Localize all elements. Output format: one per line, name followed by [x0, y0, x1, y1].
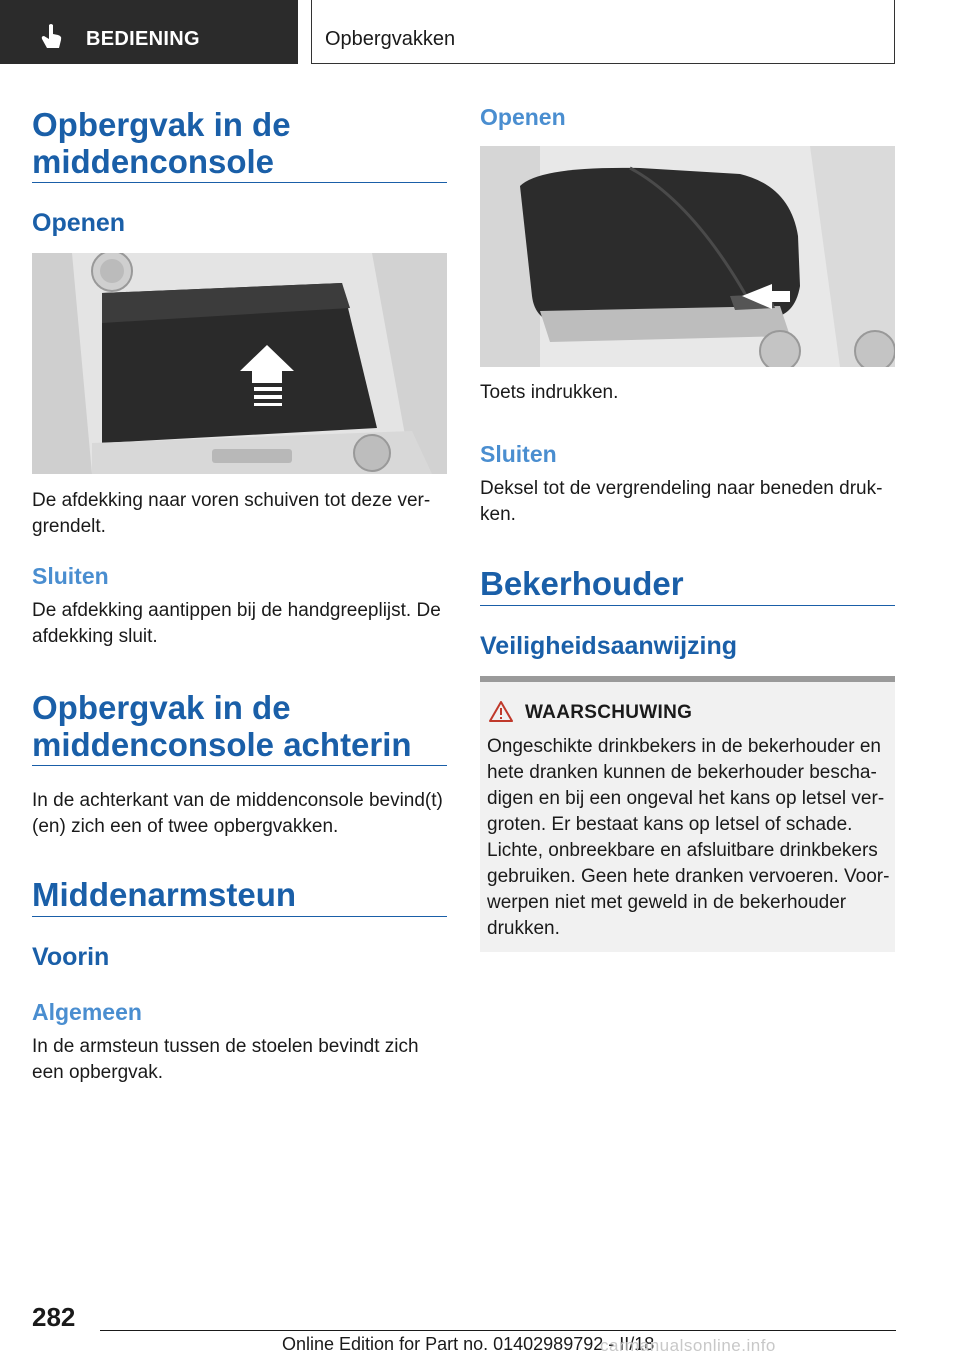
- text-achterin: In de achterkant van de middenconsole bevind(t) (en) zich een of twee opbergvakken.: [32, 790, 443, 837]
- heading-openen-right: Openen: [480, 104, 566, 130]
- heading-opbergvak-achterin: Opbergvak in de middenconsole achterin: [32, 689, 412, 763]
- image-console-cover: [32, 253, 447, 474]
- text-algemeen: In de armsteun tussen de stoelen bevindt zich een opbergvak.: [32, 1036, 419, 1083]
- text-openen-left: De afdekking naar voren schuiven tot deze ver‐ grendelt.: [32, 490, 431, 537]
- warning-text: Ongeschikte drinkbekers in de bekerhouder en hete dranken kunnen de bekerhouder bescha‐ digen en bij een ongeval het kans op letsel ver‐ groten. Er bestaat kans op letsel of schade. Lichte, onbreekbare en afsluitbare drinkbekers gebruiken. Geen hete dranken vervoeren. Voor‐ werpen niet met geweld in de bekerhouder drukken.: [487, 736, 890, 939]
- text-sluiten-right: Deksel tot de vergrendeling naar beneden druk‐ ken.: [480, 478, 883, 525]
- header-topic-label: Opbergvakken: [325, 28, 456, 50]
- heading-middenarmsteun: Middenarmsteun: [32, 876, 297, 913]
- heading-algemeen: Algemeen: [32, 999, 142, 1025]
- heading-opbergvak-middenconsole: Opbergvak in de middenconsole: [32, 106, 291, 180]
- heading-rule: [32, 916, 447, 917]
- watermark: carmanualsonline.info: [600, 1336, 776, 1355]
- image-armrest: [480, 146, 895, 367]
- heading-voorin: Voorin: [32, 943, 110, 971]
- footer-edition: Online Edition for Part no. 01402989792 - II/18: [282, 1334, 655, 1354]
- header-section-label: BEDIENING: [86, 28, 200, 50]
- hand-pointer-icon: [38, 22, 66, 50]
- heading-sluiten-left: Sluiten: [32, 563, 109, 589]
- heading-veiligheidsaanwijzing: Veiligheidsaanwijzing: [480, 632, 738, 660]
- heading-sluiten-right: Sluiten: [480, 441, 557, 467]
- heading-rule: [480, 605, 895, 606]
- warning-title: WAARSCHUWING: [525, 702, 693, 723]
- heading-openen-left: Openen: [32, 209, 126, 237]
- heading-rule: [32, 182, 447, 183]
- text-openen-right: Toets indrukken.: [480, 382, 619, 403]
- heading-bekerhouder: Bekerhouder: [480, 565, 684, 602]
- heading-rule: [32, 765, 447, 766]
- footer-rule: [100, 1330, 896, 1331]
- text-sluiten-left: De afdekking aantippen bij de handgreeplijst. De afdekking sluit.: [32, 600, 441, 647]
- warning-triangle-icon: [488, 700, 514, 723]
- page-number: 282: [32, 1302, 76, 1332]
